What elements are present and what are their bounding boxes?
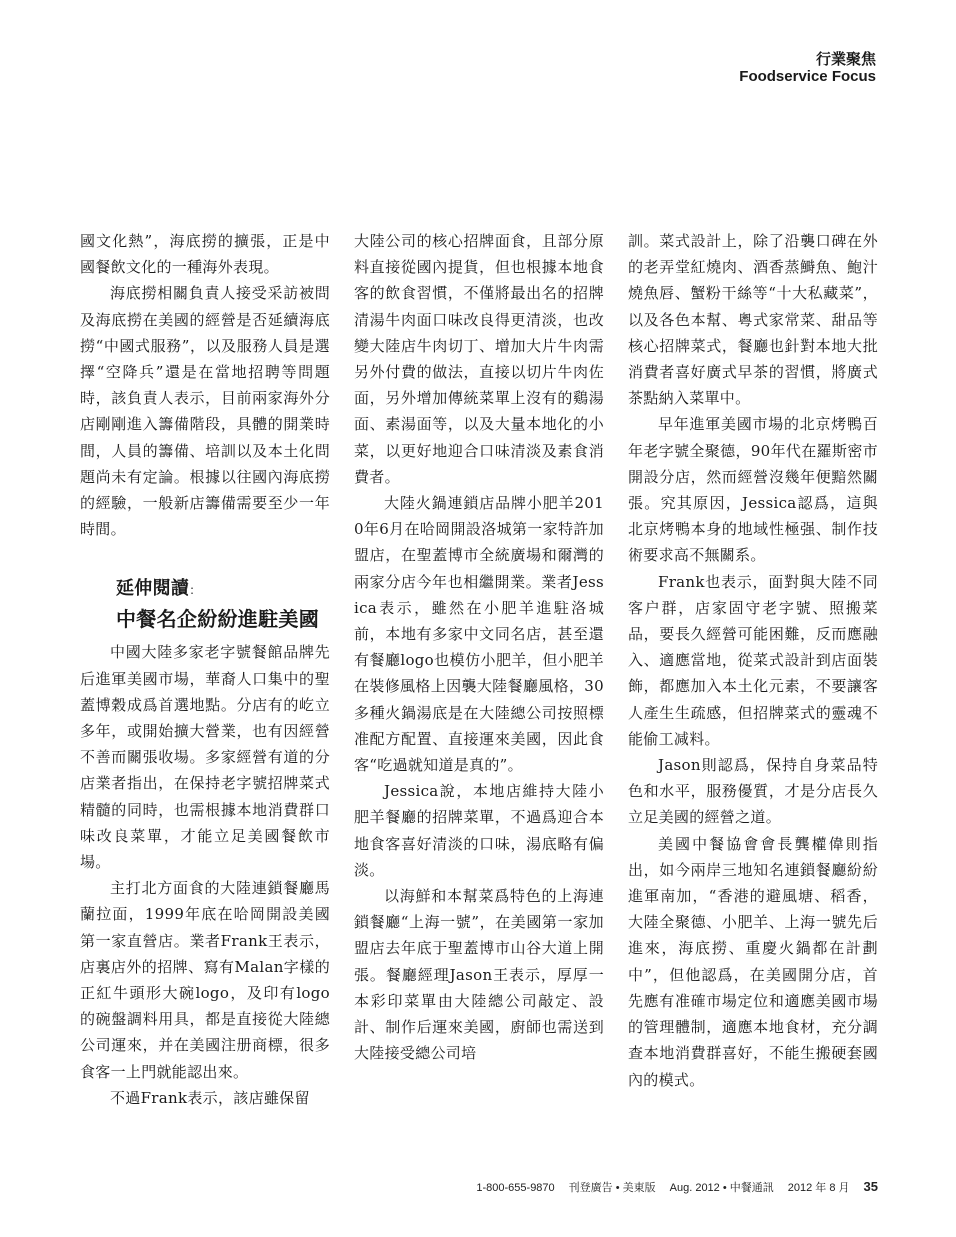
paragraph: 國文化熱”，海底撈的擴張，正是中國餐飲文化的一種海外表現。 (80, 232, 330, 277)
paragraph: 大陸火鍋連鎖店品牌小肥羊2010年6月在哈岡開設洛城第一家特許加盟店，在聖蓋博市全統廣場和爾灣的兩家分店今年也相繼開業。業者Jessica表示，雖然在小肥羊進駐洛城前，本地有多家中文同名店，甚至還有餐廳logo也模仿小肥羊，但小肥羊在裝修風格上因襲大陸餐廳風格，30多種火鍋湯底是在大陸總公司按照標准配方配置、直接運來美國，因此食客“吃過就知道是真的”。 (354, 494, 604, 775)
paragraph: 不過Frank表示，該店雖保留 (110, 1088, 310, 1107)
paragraph: Jessica說，本地店維持大陸小肥羊餐廳的招牌菜單，不過爲迎合本地食客喜好清淡的口味，湯底略有偏淡。 (354, 782, 604, 879)
article-column-1 (80, 228, 330, 1111)
page-footer (476, 1179, 878, 1195)
paragraph: 以海鮮和本幫菜爲特色的上海連鎖餐廳“上海一號”，在美國第一家加盟店去年底于聖蓋博市山谷大道上開張。餐廳經理Jason王表示，厚厚一本彩印菜單由大陸總公司敲定、設計、制作后運來美國，廚師也需送到大陸接受總公司培 (354, 887, 604, 1063)
paragraph: 美國中餐協會會長龔權偉則指出，如今兩岸三地知名連鎖餐廳紛紛進軍南加，“香港的避風塘、稻香，大陸全聚德、小肥羊、上海一號先后進來，海底撈、重慶火鍋都在計劃中”，但他認爲，在美國開分店，首先應有准確市場定位和適應美國市場的管理體制，適應本地食材，充分調查本地消費群喜好，不能生搬硬套國內的模式。 (628, 834, 878, 1089)
paragraph: Frank也表示，面對與大陸不同客户群，店家固守老字號、照搬菜品，要長久經營可能困難，反而應融入、適應當地，從菜式設計到店面裝飾，都應加入本土化元素，不要讓客人產生生疏感，但招牌菜式的靈魂不能偷工减料。 (628, 572, 878, 748)
section-header (739, 50, 876, 86)
paragraph: 海底撈相關負責人接受采訪被問及海底撈在美國的經營是否延續海底撈“中國式服務”，以及服務人員是選擇“空降兵”還是在當地招聘等問題時，該負責人表示，目前兩家海外分店剛剛進入籌備階段，具體的開業時間，人員的籌備、培訓以及本土化問題尚未有定論。根據以往國內海底撈的經驗，一般新店籌備需要至少一年時間。 (80, 284, 330, 539)
further-reading-label: 延伸閱讀： (116, 578, 202, 600)
page-number: 35 (863, 1179, 878, 1194)
paragraph: 中國大陸多家老字號餐館品牌先后進軍美國市場，華裔人口集中的聖蓋博穀成爲首選地點。分店有的屹立多年，或開始擴大營業，也有因經營不善而關張收場。多家經營有道的分店業者指出，在保持老字號招牌菜式精髓的同時，也需根據本地消費群口味改良菜單，才能立足美國餐飲市場。 (80, 643, 330, 872)
paragraph: 主打北方面食的大陸連鎖餐廳馬蘭拉面，1999年底在哈岡開設美國第一家直營店。業者Frank王表示，店裏店外的招牌、寫有Malan字樣的正紅牛頭形大碗logo，及印有logo的碗盤調料用具，都是直接從大陸總公司運來，并在美國注册商標，很多食客一上門就能認出來。 (80, 879, 330, 1081)
section-title-zh: 行業聚焦 (815, 50, 876, 68)
paragraph: 訓。菜式設計上，除了沿襲口碑在外的老弄堂紅燒肉、酒香蒸鰣魚、鮑汁燒魚唇、蟹粉干絲等“十大私藏菜”，以及各色本幫、粵式家常菜、甜品等核心招牌菜式，餐廳也針對本地大批消費者喜好廣式早茶的習慣，將廣式茶點納入菜單中。 (628, 232, 878, 408)
further-reading-box (80, 576, 330, 635)
further-reading-title: 中餐名企紛紛進駐美國 (116, 607, 319, 632)
section-title-en: Foodservice Focus (739, 68, 876, 85)
paragraph: 早年進軍美國市場的北京烤鴨百年老字號全聚德，90年代在羅斯密市開設分店，然而經營沒幾年便黯然關張。究其原因，Jessica認爲，這與北京烤鴨本身的地域性極强、制作技術要求高不無關系。 (628, 415, 878, 565)
paragraph: 大陸公司的核心招牌面食，且部分原料直接從國內提貨，但也根據本地食客的飲食習慣，不僅將最出名的招牌清湯牛肉面口味改良得更清淡，也改變大陸店牛肉切丁、增加大片牛肉需另外付費的做法，直接以切片牛肉佐面，另外增加傳統菜單上沒有的鷄湯面、素湯面等，以及大量本地化的小菜，以更好地迎合口味清淡及素食消費者。 (354, 232, 604, 486)
footer-issue-date: 2012 年 8 月 (787, 1182, 850, 1194)
footer-issue: Aug. 2012 • 中餐通訊 (669, 1182, 774, 1194)
article-column-3 (628, 228, 878, 1093)
paragraph: Jason則認爲，保持自身菜品特色和水平，服務優質，才是分店長久立足美國的經營之道。 (628, 756, 878, 827)
article-column-2 (354, 228, 604, 1067)
footer-ad-text: 刊登廣告 • 美東版 (568, 1182, 656, 1194)
footer-phone: 1-800-655-9870 (476, 1182, 555, 1194)
